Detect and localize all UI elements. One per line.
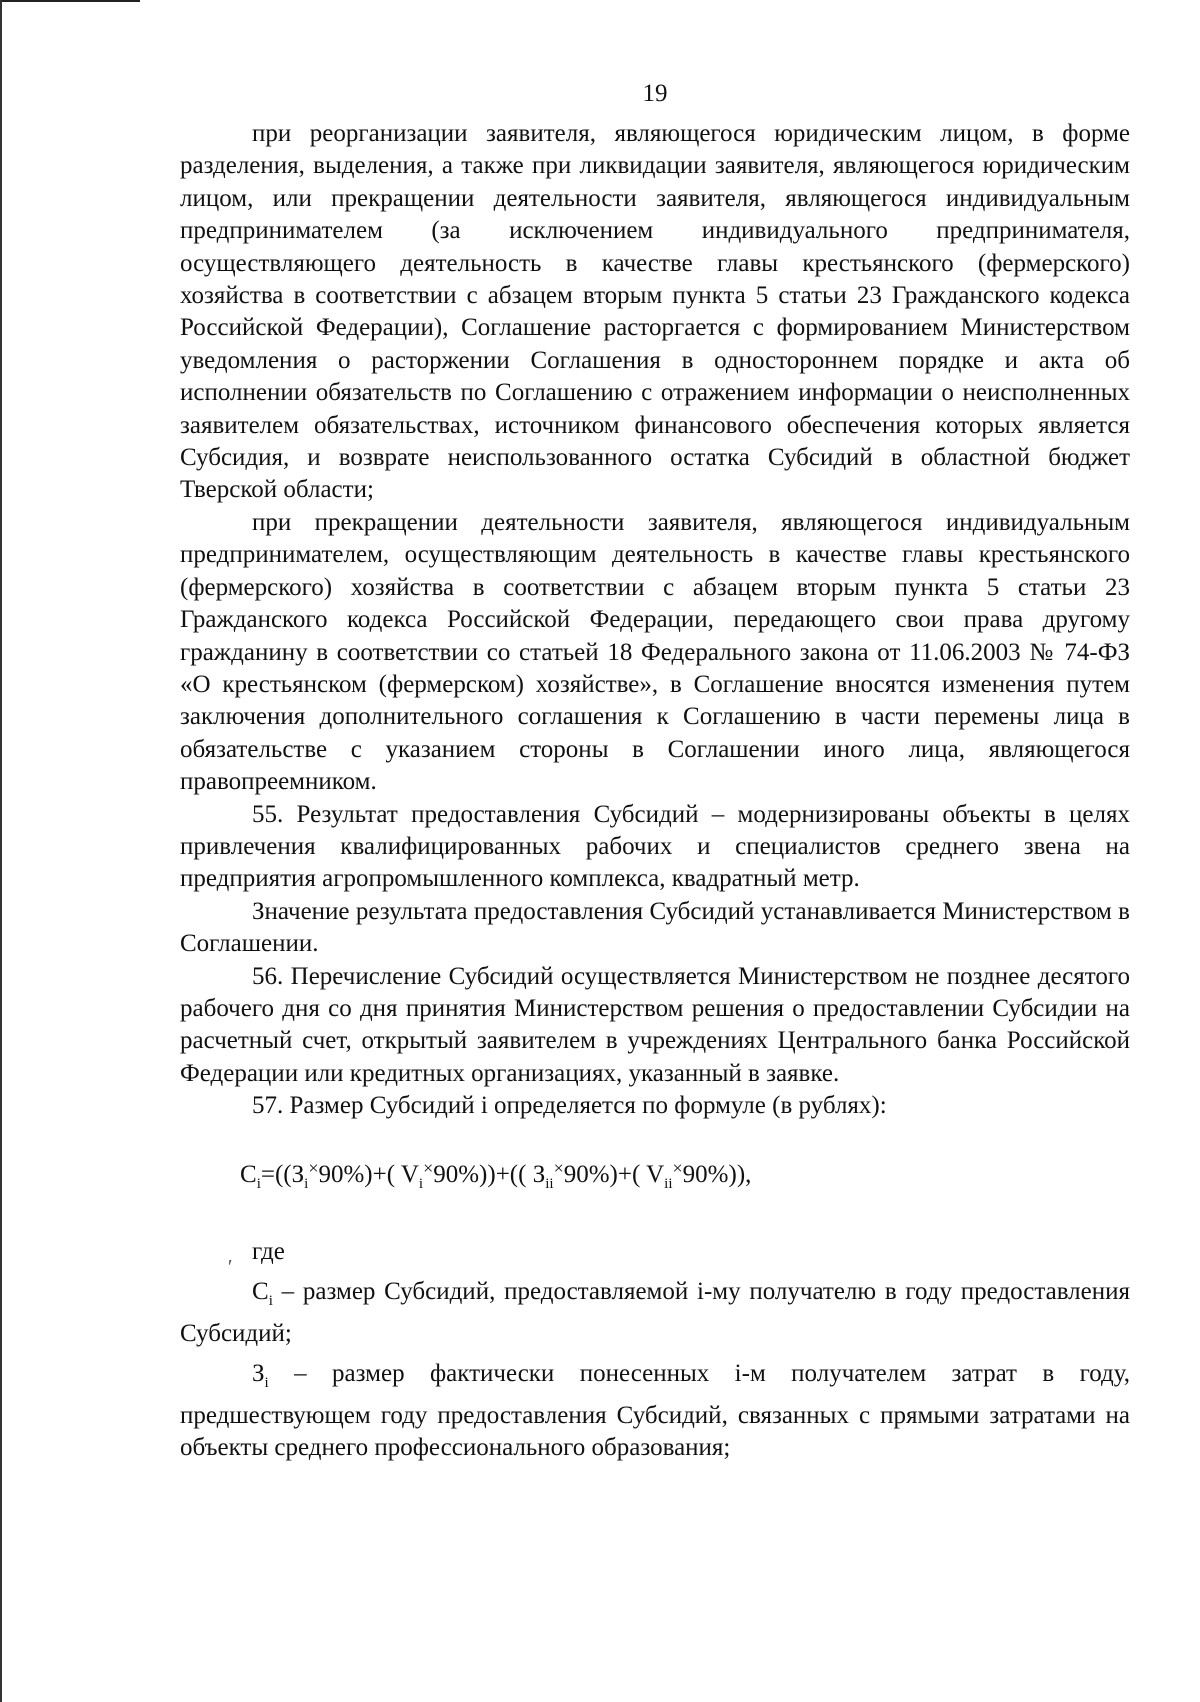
document-body xyxy=(180,118,1130,1464)
paragraph-55-result: 55. Результат предоставления Субсидий – модернизированы объекты в целях привлечения квалифицированных рабочих и специалистов среднего звена на предприятия агропромышленного комплекса, квадратный метр. xyxy=(180,800,1130,893)
where-label: где xyxy=(252,1238,285,1265)
subsidy-formula: $C_i=((З_i^\times 90\%)+$( $V_i^\times 90\%))+$(( $З_{ii}^\times 90\%)+$( $V_{ii}^\times 90\%$)), xyxy=(240,1157,752,1192)
scan-edge-top xyxy=(0,0,140,2)
definition-ci: $C_i$ – размер Субсидий, предоставляемой i-му получателю в году предоставления Субсидий; xyxy=(180,1278,1130,1347)
paragraph-result-value: Значение результата предоставления Субсидий устанавливается Министерством в Соглашении. xyxy=(180,897,1130,958)
page-number: 19 xyxy=(642,80,668,107)
paragraph-termination: при прекращении деятельности заявителя, являющегося индивидуальным предпринимателем, осуществляющим деятельность в качестве главы крестьянского (фермерского) хозяйства в соответствии с абзацем вторым пункта 5 статьи 23 Гражданского кодекса Российской Федерации, передающего свои права другому гражданину в соответствии со статьей 18 Федерального закона от 11.06.2003 № 74-ФЗ «О крестьянском (фермерском) хозяйстве», в Соглашение вносятся изменения путем заключения дополнительного соглашения к Соглашению в части перемены лица в обязательстве с указанием стороны в Соглашении иного лица, являющегося правопреемником. xyxy=(180,508,1130,796)
definition-zi: $З_i$ – размер фактически понесенных i-м получателем затрат в году, предшествующем году предоставления Субсидий, связанных с прямыми затратами на объекты среднего профессионального образования; xyxy=(180,1360,1130,1462)
scan-edge-left xyxy=(0,0,2,1702)
paragraph-56-transfer: 56. Перечисление Субсидий осуществляется Министерством не позднее десятого рабочего дня со дня принятия Министерством решения о предоставлении Субсидии на расчетный счет, открытый заявителем в учреждениях Центрального банка Российской Федерации или кредитных организациях, указанный в заявке. xyxy=(180,962,1130,1087)
stray-mark: ′ xyxy=(228,1256,233,1278)
paragraph-57-size: 57. Размер Субсидий i определяется по формуле (в рублях): xyxy=(252,1092,887,1120)
paragraph-reorganization: при реорганизации заявителя, являющегося юридическим лицом, в форме разделения, выделения, а также при ликвидации заявителя, являющегося юридическим лицом, или прекращении деятельности заявителя, являющегося индивидуальным предпринимателем (за исключением индивидуального предпринимателя, осуществляющего деятельность в качестве главы крестьянского (фермерского) хозяйства в соответствии с абзацем вторым пункта 5 статьи 23 Гражданского кодекса Российской Федерации), Соглашение расторгается с формированием Министерством уведомления о расторжении Соглашения в одностороннем порядке и акта об исполнении обязательств по Соглашению с отражением информации о неисполненных заявителем обязательствах, источником финансового обеспечения которых является Субсидия, и возврате неиспользованного остатка Субсидий в областной бюджет Тверской области; xyxy=(180,120,1130,504)
